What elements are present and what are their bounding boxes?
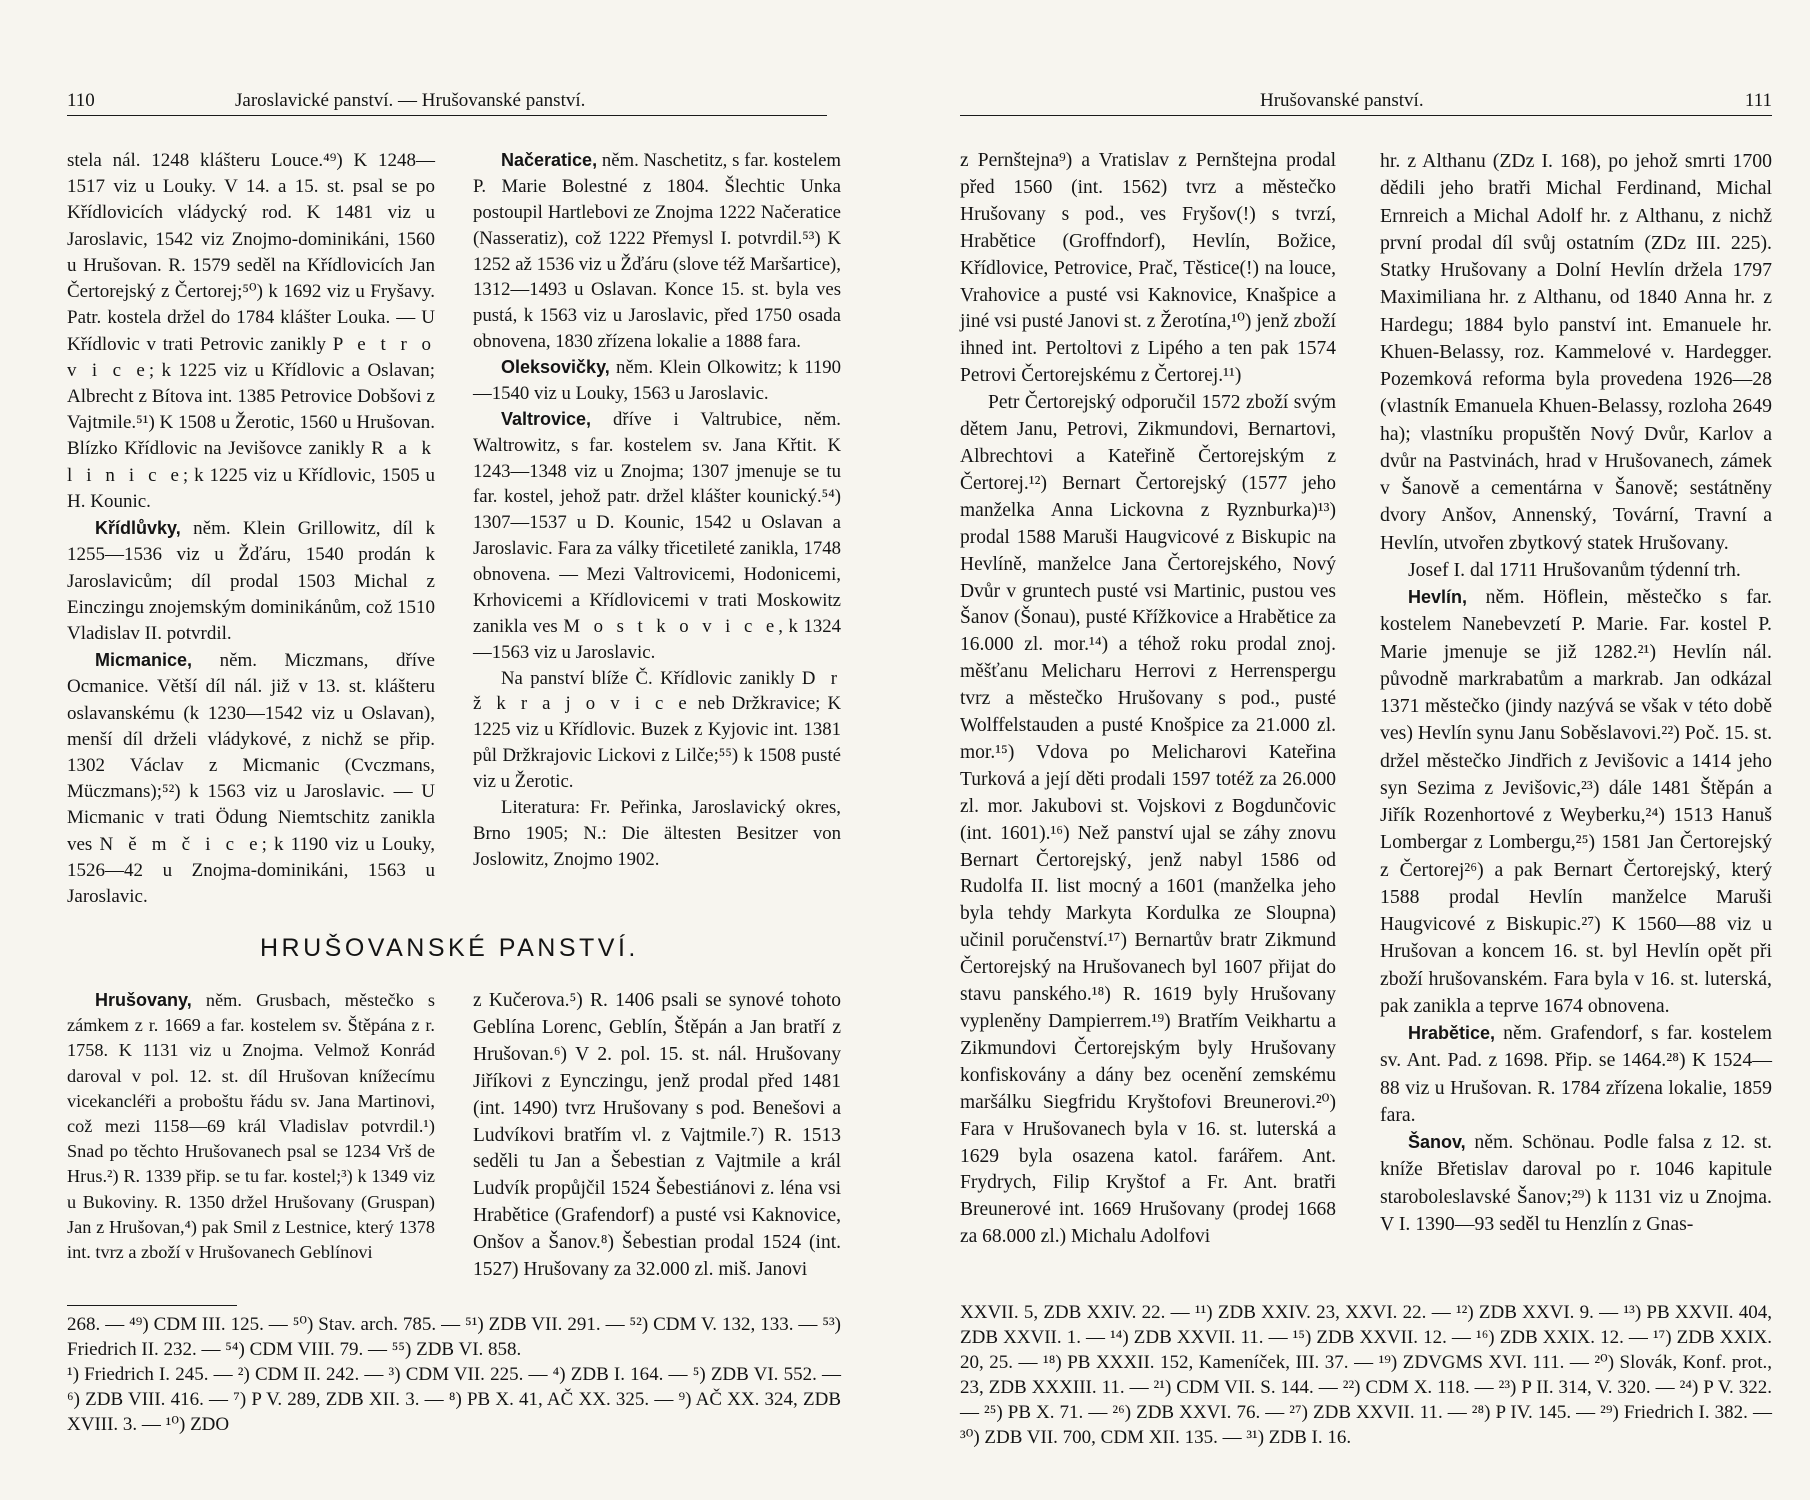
paragraph-sanov: Šanov, něm. Schönau. Podle falsa z 12. st. kníže Břetislav daroval po r. 1046 kapitule staroboleslavské Šanov;²⁹) k 1131 viz u Znojma. V I. 1390—93 seděl tu Henzlín z Gnas-	[1380, 1131, 1772, 1235]
right-page-header	[960, 88, 1772, 114]
paragraph-literatura: Literatura: Fr. Peřinka, Jaroslavický okres, Brno 1905; N.: Die ältesten Besitzer von Joslowitz, Znojmo 1902.	[473, 796, 841, 870]
entry-heading: Hevlín,	[1408, 587, 1468, 607]
left-page-header	[67, 88, 827, 114]
paragraph-kridlovice: stela nál. 1248 klášteru Louce.⁴⁹) K 1248—1517 viz u Louky. V 14. a 15. st. psal se po Křídlovicích vládycký rod. K 1481 viz u Jaroslavic, 1542 viz Znojmo-dominikáni, 1560 u Hrušovan. R. 1579 seděl na Křídlovicích Jan Čertorejský z Čertorej;⁵⁰) k 1692 viz u Fryšavy. Patr. kostela držel do 1784 klášter Louka. — U Křídlovic v trati Petrovic zanikly P e t r o v i c e; k 1225 viz u Křídlovic a Oslavan; Albrecht z Bítova int. 1385 Petrovice Dobšovi z Vajtmile.⁵¹) K 1508 u Žerotic, 1560 u Hrušovan. Blízko Křídlovic na Jevišovce zanikly R a k l i n i c e; k 1225 viz u Křídlovic, 1505 u H. Kounic.	[67, 150, 436, 512]
entry-heading: Oleksovičky,	[501, 357, 610, 377]
paragraph-hrusovany: Hrušovany, něm. Grusbach, městečko s zámkem z r. 1669 a far. kostelem sv. Štěpána z r. 1758. K 1131 viz u Znojma. Velmož Konrád daroval v pol. 12. st. díl Hrušovan knížecímu vicekancléři a proboštu řádu sv. Jana Martinovi, což mezi 1158—69 král Vladislav potvrdil.¹) Snad po těchto Hrušovanech psal se 1234 Vrš de Hrus.²) R. 1339 přip. se tu far. kostel;³) k 1349 viz u Bukoviny. R. 1350 držel Hrušovany (Gruspan) Jan z Hrušovan,⁴) pak Smil z Lestnice, který 1378 int. tvrz a zboží v Hrušovanech Geblínovi	[67, 990, 435, 1262]
left-column-2	[473, 148, 841, 873]
right-column-1	[960, 148, 1336, 1251]
paragraph-certorejsky: Petr Čertorejský odporučil 1572 zboží svým dětem Janu, Petrovi, Zikmundovi, Bernartovi, Albrechtovi a Kateřině Čertorejským z Čertorej.¹²) Bernart Čertorejský (1577 jeho manželka Anna Lickovna z Ryznburka)¹³) prodal 1588 Maruši Haugvicové z Biskupic na Hevlíně, manželce Jana Čertorejského, Nový Dvůr v gruntech pusté vsi Martinic, pustou ves Šanov (Šonau), pusté Křížkovice a Hrabětice za 16.000 zl. mor.¹⁴) a téhož roku prodal znoj. měšťanu Melicharu Herrovi z Herrenspergu tvrz a městečko Hrušovany s pod., pusté Wolffelstauden a pusté Knošpice za 21.000 zl. mor.¹⁵) Vdova po Melicharovi Kateřina Turková a její děti prodali 1597 totéž za 26.000 zl. mor. Jakubovi st. Vojskovi z Bogdunčovic (int. 1601).¹⁶) Než panství ujal se záhy znovu Bernart Čertorejský, jenž nabyl 1586 od Rudolfa II. list mocný a 1601 (manželka jeho byla tehdy Markyta Kordulka ze Sloupna) učinil poručenství.¹⁷) Bernartův bratr Zikmund Čertorejský na Hrušovanech byl 1607 přijat do stavu panského.¹⁸) R. 1619 byly Hrušovany vypleněny Dampierrem.¹⁹) Bratřím Veikhartu a Zikmundovi Čertorejským byly Hrušovany konfiskovány a dány bez ocenění zemskému maršálku Siegfridu Kryštofovi Breunerovi.²⁰) Fara v Hrušovanech byla v 16. st. luterská a 1629 byla osazena katol. farářem. Ant. Frydrych, Filip Kryštof a Fr. Ant. bratři Breunerové int. 1669 Hrušovany (prodej 1668 za 68.000 zl.) Michalu Adolfovi	[960, 392, 1336, 1248]
entry-heading: Načeratice,	[501, 150, 598, 170]
entry-heading: Křídlůvky,	[95, 518, 181, 539]
left-column-1	[67, 148, 435, 910]
footnote-block: ¹) Friedrich I. 245. — ²) CDM II. 242. — ³) CDM VII. 225. — ⁴) ZDB I. 164. — ⁵) ZDB VI. 552. — ⁶) ZDB VIII. 416. — ⁷) P V. 289, ZDB XII. 3. — ⁸) PB X. 41, AČ XX. 325. — ⁹) AČ XX. 324, ZDB XVIII. 3. — ¹⁰) ZDO	[67, 1364, 841, 1435]
footnote-rule	[67, 1305, 237, 1306]
entry-heading: Valtrovice,	[501, 408, 592, 429]
section-title: HRUŠOVANSKÉ PANSTVÍ.	[260, 934, 639, 962]
paragraph-oleksovicky: Oleksovičky, něm. Klein Olkowitz; k 1190—1540 viz u Louky, 1563 u Jaroslavic.	[473, 357, 841, 404]
entry-heading: Hrabětice,	[1408, 1023, 1496, 1043]
left-column-4	[473, 988, 841, 1284]
right-footnotes	[960, 1300, 1772, 1450]
entry-heading: Hrušovany,	[95, 990, 192, 1010]
right-column-2	[1380, 148, 1772, 1238]
paragraph-josef: Josef I. dal 1711 Hrušovanům týdenní trh.	[1408, 558, 1741, 581]
running-title: Jaroslavické panství. — Hrušovanské panství.	[235, 90, 586, 111]
footnote-block: 268. — ⁴⁹) CDM III. 125. — ⁵⁰) Stav. arch. 785. — ⁵¹) ZDB VII. 291. — ⁵²) CDM V. 132, 133. — ⁵³) Friedrich II. 232. — ⁵⁴) CDM VIII. 79. — ⁵⁵) ZDB VI. 858.	[67, 1314, 841, 1360]
entry-heading: Šanov,	[1408, 1132, 1466, 1152]
right-page	[905, 0, 1810, 1500]
paragraph-hevlin: Hevlín, něm. Höflein, městečko s far. kostelem Nanebevzetí P. Marie. Far. kostel P. Marie jmenuje se již 1282.²¹) Hevlín nál. původně markrabatům a markrab. Jan odkázal 1371 městečko (jindy nazývá se však v této době ves) Hevlín synu Janu Soběslavovi.²²) Poč. 15. st. držel městečko Jindřich z Jevišovic a 1414 jeho syn Sezima z Jevišovic,²³) dále 1481 Štěpán a Jiřík Rozenhortové z Weyberku,²⁴) 1513 Hanuš Lombergar z Lombergu,²⁵) 1581 Jan Čertorejský z Čertorej²⁶) a pak Bernart Čertorejský, který 1588 prodal Hevlín manželce Maruši Haugvicové z Biskupic.²⁷) K 1560—88 viz u Hrušovan a koncem 16. st. byl Hevlín opět při zboží hrušovanském. Fara byla v 16. st. luterská, pak zanikla a teprve 1674 obnovena.	[1380, 586, 1773, 1017]
paragraph-valtrovice: Valtrovice, dříve i Valtrubice, něm. Waltrowitz, s far. kostelem sv. Jana Křtit. K 1243—1348 viz u Znojma; 1307 jmenuje se tu far. kostel, jehož patr. držel klášter kounický.⁵⁴) 1307—1537 u D. Kounic, 1542 u Oslavan a Jaroslavic. Fara za války třicetileté zanikla, 1748 obnovena. — Mezi Valtrovicemi, Hodonicemi, Krhovicemi a Křídlovicemi v trati Moskowitz zanikla ves M o s t k o v i c e, k 1324—1563 viz u Jaroslavic.	[473, 408, 841, 663]
header-rule	[67, 115, 827, 116]
paragraph-althan: hr. z Althanu (ZDz I. 168), po jehož smrti 1700 dědili jeho bratři Michal Ferdinand, Michal Ernreich a Michal Adolf hr. z Althanu, z nichž první prodal díl svůj ostatním (ZDz III. 225). Statky Hrušovany a Dolní Hevlín držela 1797 Maximiliana hr. z Althanu, od 1840 Anna hr. z Hardegu; 1884 bylo panství int. Emanuele hr. Khuen-Belassy, roz. Kammelové v. Hardegger. Pozemková reforma byla provedena 1926—28 (vlastník Emanuela Khuen-Belassy, rozloha 2649 ha); vlastníku propuštěn Nový Dvůr, Karlov a dvůr na Pastvinách, hrad v Hrušovanech, zámek v Šanově a cementárna v Šanově; sestátněny dvory Anšov, Annenský, Tovární, Travní a Hevlín, utvořen zbytkový statek Hrušovany.	[1380, 150, 1772, 554]
left-footnotes	[67, 1312, 841, 1437]
paragraph-micmanice: Micmanice, něm. Miczmans, dříve Ocmanice. Větší díl nál. již v 13. st. klášteru oslavanskému (k 1230—1542 viz u Oslavan), menší díl drželi vládykové, z nichž se přip. 1302 Václav z Micmanic (Cvczmans, Müczmans);⁵²) k 1563 viz u Jaroslavic. — U Micmanic v trati Ödung Niemtschitz zanikla ves N ě m č i c e; k 1190 viz u Louky, 1526—42 u Znojma-dominikáni, 1563 u Jaroslavic.	[67, 650, 436, 908]
header-rule	[960, 115, 1772, 116]
paragraph-drzkrajovice: Na panství blíže Č. Křídlovic zanikly D r ž k r a j o v i c e neb Držkravice; K 1225 viz u Křídlovic. Buzek z Kyjovic int. 1381 půl Držkrajovic Lickovi z Lilče;⁵⁵) k 1508 pusté viz u Žerotic.	[473, 667, 841, 792]
paragraph-kridluvky: Křídlůvky, něm. Klein Grillowitz, díl k 1255—1536 viz u Žďáru, 1540 prodán k Jaroslavicům; díl prodal 1503 Michal z Einczingu znojemským dominikánům, což 1510 Vladislav II. potvrdil.	[67, 518, 435, 644]
footnote-block: XXVII. 5, ZDB XXIV. 22. — ¹¹) ZDB XXIV. 23, XXVI. 22. — ¹²) ZDB XXVI. 9. — ¹³) PB XXVII. 404, ZDB XXVII. 1. — ¹⁴) ZDB XXVII. 11. — ¹⁵) ZDB XXVII. 12. — ¹⁶) ZDB XXIX. 12. — ¹⁷) ZDB XXIX. 20, 25. — ¹⁸) PB XXXII. 152, Kameníček, III. 37. — ¹⁹) ZDVGMS XVI. 111. — ²⁰) Slovák, Konf. prot., 23, ZDB XXXIII. 11. — ²¹) CDM VII. S. 144. — ²²) CDM X. 118. — ²³) P II. 314, V. 320. — ²⁴) P V. 322. — ²⁵) PB X. 71. — ²⁶) ZDB XXVI. 76. — ²⁷) ZDB XXVII. 11. — ²⁸) P IV. 145. — ²⁹) Friedrich I. 382. — ³⁰) ZDB VII. 700, CDM XII. 135. — ³¹) ZDB I. 16.	[960, 1302, 1772, 1448]
page-number: 111	[1744, 90, 1772, 111]
paragraph-pernstejn: z Pernštejna⁹) a Vratislav z Pernštejna prodal před 1560 (int. 1562) tvrz a městečko Hrušovany s pod., ves Fryšov(!) s tvrzí, Hrabětice (Groffndorf), Hevlín, Božice, Křídlovice, Petrovice, Prač, Těstice(!) na louce, Vrahovice a pusté vsi Kaknovice, Knašpice a jiné vsi pusté Janovi st. z Žerotína,¹⁰) jenž zboží ihned int. Pertoltovi z Lipého a ten pak 1574 Petrovi Čertorejskému z Čertorej.¹¹)	[960, 150, 1336, 387]
paragraph-naceratice: Načeratice, něm. Naschetitz, s far. kostelem P. Marie Bolestné z 1804. Šlechtic Unka postoupil Hartlebovi ze Znojma 1222 Načeratice (Nasseratiz), což 1222 Přemysl I. potvrdil.⁵³) K 1252 až 1536 viz u Žďáru (slove též Maršartice), 1312—1493 u Oslavan. Konce 15. st. byla ves pustá, k 1563 viz u Jaroslavic, před 1750 osada obnovena, 1830 zřízena lokalie a 1888 fara.	[473, 150, 841, 353]
page-number: 110	[67, 90, 95, 111]
left-column-3	[67, 988, 435, 1265]
paragraph-hrabetice: Hrabětice, něm. Grafendorf, s far. kostelem sv. Ant. Pad. z 1698. Přip. se 1464.²⁸) K 1524—88 viz u Hrušovan. R. 1784 zřízena lokalie, 1859 fara.	[1380, 1022, 1772, 1126]
running-title: Hrušovanské panství.	[1260, 90, 1424, 111]
entry-heading: Micmanice,	[95, 650, 193, 671]
paragraph-hrusovany-continued: z Kučerova.⁵) R. 1406 psali se synové tohoto Geblína Lorenc, Geblín, Štěpán a Jan bratří z Hrušovan.⁶) V 2. pol. 15. st. nál. Hrušovany Jiříkovi z Eynczingu, jenž prodal před 1481 (int. 1490) tvrz Hrušovany s pod. Benešovi a Ludvíkovi bratřím vl. z Vajtmile.⁷) R. 1513 seděli tu Jan a Šebestian z Vajtmile a král Ludvík propůjčil 1524 Šebestiánovi z. léna vsi Hrabětice (Grafendorf) a pusté vsi Kaknovice, Onšov a Šanov.⁸) Šebestian prodal 1524 (int. 1527) Hrušovany za 32.000 zl. miš. Janovi	[473, 990, 841, 1281]
